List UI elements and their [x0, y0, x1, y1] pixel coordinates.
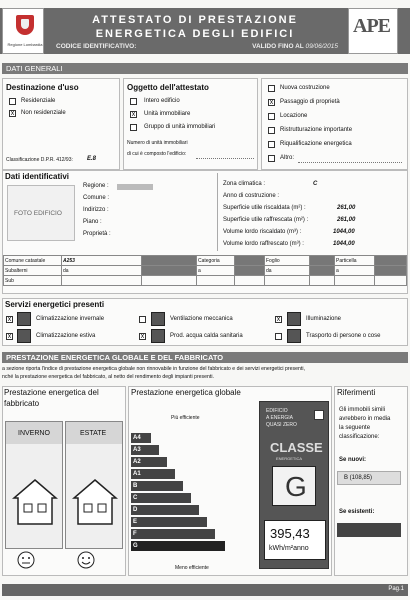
prestazione-bar: PRESTAZIONE ENERGETICA GLOBALE E DEL FABBRICATO: [2, 352, 408, 363]
snowflake-icon: [17, 329, 31, 343]
house-winter-icon: [12, 478, 58, 526]
photo-placeholder: [7, 185, 75, 241]
oggetto-box: [123, 78, 258, 170]
clima-invernale-label: Climatizzazione invernale: [36, 316, 105, 322]
altro-checkbox[interactable]: [268, 155, 275, 162]
grid-cell: [235, 256, 265, 266]
indice-unit: kWh/m²anno: [269, 545, 309, 552]
catasto-table: [3, 255, 407, 286]
grid-cell: [142, 266, 197, 276]
regione-redacted: [117, 184, 153, 190]
acqua-calda-label: Prod. acqua calda sanitaria: [170, 333, 243, 339]
estate-panel: [65, 421, 123, 549]
class-label: A2: [133, 459, 141, 465]
identificativi-box: [2, 170, 408, 294]
grid-cell: [310, 266, 335, 276]
classificazione-label: Classificazione D.P.R. 412/93:: [6, 157, 73, 163]
grid-cell: [235, 266, 265, 276]
grid-cell: [197, 276, 235, 286]
locazione-label: Locazione: [280, 113, 308, 119]
foglio-label: Foglio: [265, 256, 310, 266]
numero-unita-label-2: di cui è composto l'edificio:: [127, 151, 187, 157]
servizi-box: [2, 298, 408, 346]
proprieta-label: Proprietà :: [83, 231, 111, 237]
classe-value-box: [272, 466, 316, 506]
catasto-row-sub: [4, 276, 407, 286]
indice-box: [264, 520, 326, 560]
grid-cell: [265, 276, 310, 286]
piano-label: Piano :: [83, 219, 102, 225]
comune-label: Comune :: [83, 195, 110, 201]
anno-costruzione-label: Anno di costruzione :: [223, 193, 280, 199]
nzeb-line-1: EDIFICIO: [266, 408, 288, 414]
clima-invernale-checkbox[interactable]: x: [7, 316, 12, 323]
valid-until: [252, 43, 338, 50]
ristrutturazione-label: Ristrutturazione importante: [280, 127, 353, 133]
altro-label: Altro:: [280, 155, 295, 161]
vol-riscaldato-value: 1044,00: [333, 229, 355, 235]
riqualificazione-label: Riqualificazione energetica: [280, 141, 352, 147]
motivo-box: [261, 78, 408, 170]
clima-estiva-label: Climatizzazione estiva: [36, 333, 96, 339]
valid-date: 09/06/2015: [305, 43, 338, 50]
numero-unita-label-1: Numero di unità immobiliari: [127, 140, 188, 146]
vol-raffrescato-value: 1044,00: [333, 241, 355, 247]
title-line-1: ATTESTATO DI PRESTAZIONE: [92, 14, 298, 26]
piu-efficiente-label: Più efficiente: [171, 415, 200, 421]
sup-raffrescata-label: Superficie utile raffrescata (m²) :: [223, 217, 309, 223]
comune-catastale-value: A253: [62, 256, 142, 266]
footer-bar: [2, 584, 408, 596]
header: [0, 8, 410, 54]
vol-raffrescato-label: Volume lordo raffrescato (m³) :: [223, 241, 304, 247]
house-summer-icon: [72, 478, 118, 526]
code-label: CODICE IDENTIFICATIVO:: [56, 43, 137, 50]
grid-cell: [335, 276, 375, 286]
unita-immobiliare-label: Unità immobiliare: [144, 111, 191, 117]
classe-value: G: [285, 471, 307, 502]
classe-panel: [259, 401, 329, 569]
passaggio-proprieta-checkbox[interactable]: x: [269, 99, 274, 106]
intero-edificio-label: Intero edificio: [144, 98, 180, 104]
destinazione-box: [2, 78, 120, 170]
da-label: da: [265, 266, 310, 276]
riferimenti-box: [334, 386, 408, 576]
radiator-icon: [17, 312, 31, 326]
grid-cell: [142, 256, 197, 266]
gruppo-unita-checkbox[interactable]: [130, 124, 137, 131]
coat-of-arms-icon: [16, 15, 34, 35]
vol-riscaldato-label: Volume lordo riscaldato (m³) :: [223, 229, 302, 235]
class-bar-a3: [131, 445, 159, 455]
class-label: E: [133, 519, 138, 525]
grid-cell: [375, 256, 407, 266]
servizi-title: Servizi energetici presenti: [5, 300, 105, 309]
class-bar-a4: [131, 433, 151, 443]
subalterni-label: Subalterni: [4, 266, 62, 276]
catasto-row-subalterni: [4, 266, 407, 276]
indice-value: 395,43: [270, 526, 310, 541]
grid-cell: [235, 276, 265, 286]
indirizzo-label: Indirizzo :: [83, 207, 109, 213]
class-bar-e: [131, 517, 207, 527]
residenziale-checkbox[interactable]: [9, 98, 16, 105]
esistenti-value-box: [337, 523, 401, 537]
riferimenti-title: Riferimenti: [337, 388, 376, 397]
trasporto-label: Trasporto di persone o cose: [306, 333, 381, 339]
ventilazione-checkbox[interactable]: [139, 316, 146, 323]
grid-cell: [310, 256, 335, 266]
ape-logo-text: APE: [353, 15, 390, 37]
sup-riscaldata-label: Superficie utile riscaldata (m²) :: [223, 205, 306, 211]
globale-title: Prestazione energetica globale: [131, 388, 241, 397]
class-label: F: [133, 531, 137, 537]
catasto-row-comune: [4, 256, 407, 266]
lightbulb-icon: [287, 312, 301, 326]
se-nuovi-label: Se nuovi:: [339, 457, 367, 463]
riferimenti-text-2: avrebbero in media: [339, 416, 391, 422]
fabbricato-box: [2, 386, 126, 576]
photo-label: FOTO EDIFICIO: [14, 210, 62, 217]
zona-climatica-value: C: [313, 181, 318, 187]
sup-raffrescata-value: 261,00: [337, 217, 356, 223]
particella-label: Particella: [335, 256, 375, 266]
altro-field[interactable]: [298, 162, 402, 163]
illuminazione-checkbox[interactable]: x: [276, 316, 281, 323]
nuova-costruzione-checkbox[interactable]: [268, 85, 275, 92]
class-bar-a2: [131, 457, 167, 467]
class-bar-d: [131, 505, 199, 515]
grid-cell: [62, 276, 142, 286]
zona-climatica-label: Zona climatica :: [223, 181, 266, 187]
class-label: A1: [133, 471, 141, 477]
unita-immobiliare-checkbox[interactable]: x: [131, 111, 136, 118]
comune-catastale-label: Comune catastale: [4, 256, 62, 266]
identificativi-divider: [217, 173, 218, 251]
ventilazione-label: Ventilazione meccanica: [170, 316, 233, 322]
class-label: G: [133, 543, 138, 549]
clima-estiva-checkbox[interactable]: x: [7, 333, 12, 340]
acqua-calda-checkbox[interactable]: x: [140, 333, 145, 340]
regione-label: Regione :: [83, 183, 109, 189]
locazione-checkbox[interactable]: [268, 113, 275, 120]
oggetto-title: Oggetto dell'attestato: [127, 83, 209, 92]
code-bar: [44, 43, 346, 50]
region-logo: [2, 8, 44, 54]
class-bar-b: [131, 481, 183, 491]
class-label: B: [133, 483, 138, 489]
se-esistenti-label: Se esistenti:: [339, 509, 375, 515]
class-bar-g: [131, 541, 225, 551]
non-residenziale-checkbox[interactable]: x: [10, 110, 15, 117]
residenziale-label: Residenziale: [21, 98, 56, 104]
nuovi-value: B (108,85): [344, 475, 373, 481]
title-line-2: ENERGETICA DEGLI EDIFICI: [95, 28, 295, 40]
ape-logo: [348, 8, 398, 54]
ristrutturazione-checkbox[interactable]: [268, 127, 275, 134]
sub-label: Sub: [4, 276, 62, 286]
class-bar-a1: [131, 469, 175, 479]
class-label: A3: [133, 447, 141, 453]
a-label: a: [335, 266, 375, 276]
numero-unita-field[interactable]: [196, 158, 254, 159]
nzeb-line-2: A ENERGIA: [266, 415, 293, 421]
grid-cell: [310, 276, 335, 286]
globale-box: [128, 386, 332, 576]
neutral-face-icon: [17, 551, 35, 569]
hot-water-icon: [151, 329, 165, 343]
estate-label: ESTATE: [80, 430, 107, 437]
riferimenti-text-3: la seguente: [339, 425, 371, 431]
prestazione-desc-1: a sezione riporta l'indice di prestazione energetica globale non rinnovabile in funzione del fabbricato e dei servizi energetici presenti,: [2, 366, 305, 372]
nuovi-value-box: [337, 471, 401, 485]
illuminazione-label: Illuminazione: [306, 316, 342, 322]
nzeb-checkbox[interactable]: [314, 410, 324, 420]
classe-label: CLASSE: [270, 440, 323, 455]
identificativi-title: Dati identificativi: [5, 172, 70, 181]
fan-icon: [151, 312, 165, 326]
page-number: Pag.1: [388, 586, 404, 592]
classe-sub-label: ENERGETICA: [276, 456, 303, 461]
happy-face-icon: [77, 551, 95, 569]
region-logo-label: Regione Lombardia: [7, 42, 43, 47]
class-bar-f: [131, 529, 215, 539]
nzeb-line-3: QUASI ZERO: [266, 422, 297, 428]
inverno-panel: [5, 421, 63, 549]
passaggio-proprieta-label: Passaggio di proprietà: [280, 99, 340, 105]
classificazione-value: E.8: [87, 156, 97, 162]
trasporto-checkbox[interactable]: [275, 333, 282, 340]
riferimenti-text-4: classificazione:: [339, 434, 380, 440]
categoria-label: Categoria: [197, 256, 235, 266]
a-label: a: [197, 266, 235, 276]
grid-cell: [142, 276, 197, 286]
da-label: da: [62, 266, 142, 276]
class-label: A4: [133, 435, 141, 441]
destinazione-title: Destinazione d'uso: [6, 83, 79, 92]
class-bar-c: [131, 493, 191, 503]
fabbricato-title-2: fabbricato: [4, 399, 40, 408]
dati-generali-bar: DATI GENERALI: [2, 63, 408, 74]
riqualificazione-checkbox[interactable]: [268, 141, 275, 148]
grid-cell: [375, 276, 407, 286]
meno-efficiente-label: Meno efficiente: [175, 565, 209, 571]
inverno-label: INVERNO: [18, 430, 50, 437]
class-label: D: [133, 507, 138, 513]
nuova-costruzione-label: Nuova costruzione: [280, 85, 330, 91]
valid-label: VALIDO FINO AL: [252, 43, 304, 50]
sup-riscaldata-value: 261,00: [337, 205, 356, 211]
grid-cell: [375, 266, 407, 276]
elevator-icon: [287, 329, 301, 343]
riferimenti-text-1: Gli immobili simili: [339, 407, 385, 413]
class-label: C: [133, 495, 138, 501]
prestazione-desc-2: nché la prestazione energetica del fabbricato, al netto del rendimento degli impianti presenti.: [2, 374, 214, 380]
non-residenziale-label: Non residenziale: [21, 110, 66, 116]
gruppo-unita-label: Gruppo di unità immobiliari: [144, 124, 216, 130]
intero-edificio-checkbox[interactable]: [130, 98, 137, 105]
fabbricato-title-1: Prestazione energetica del: [4, 388, 99, 397]
